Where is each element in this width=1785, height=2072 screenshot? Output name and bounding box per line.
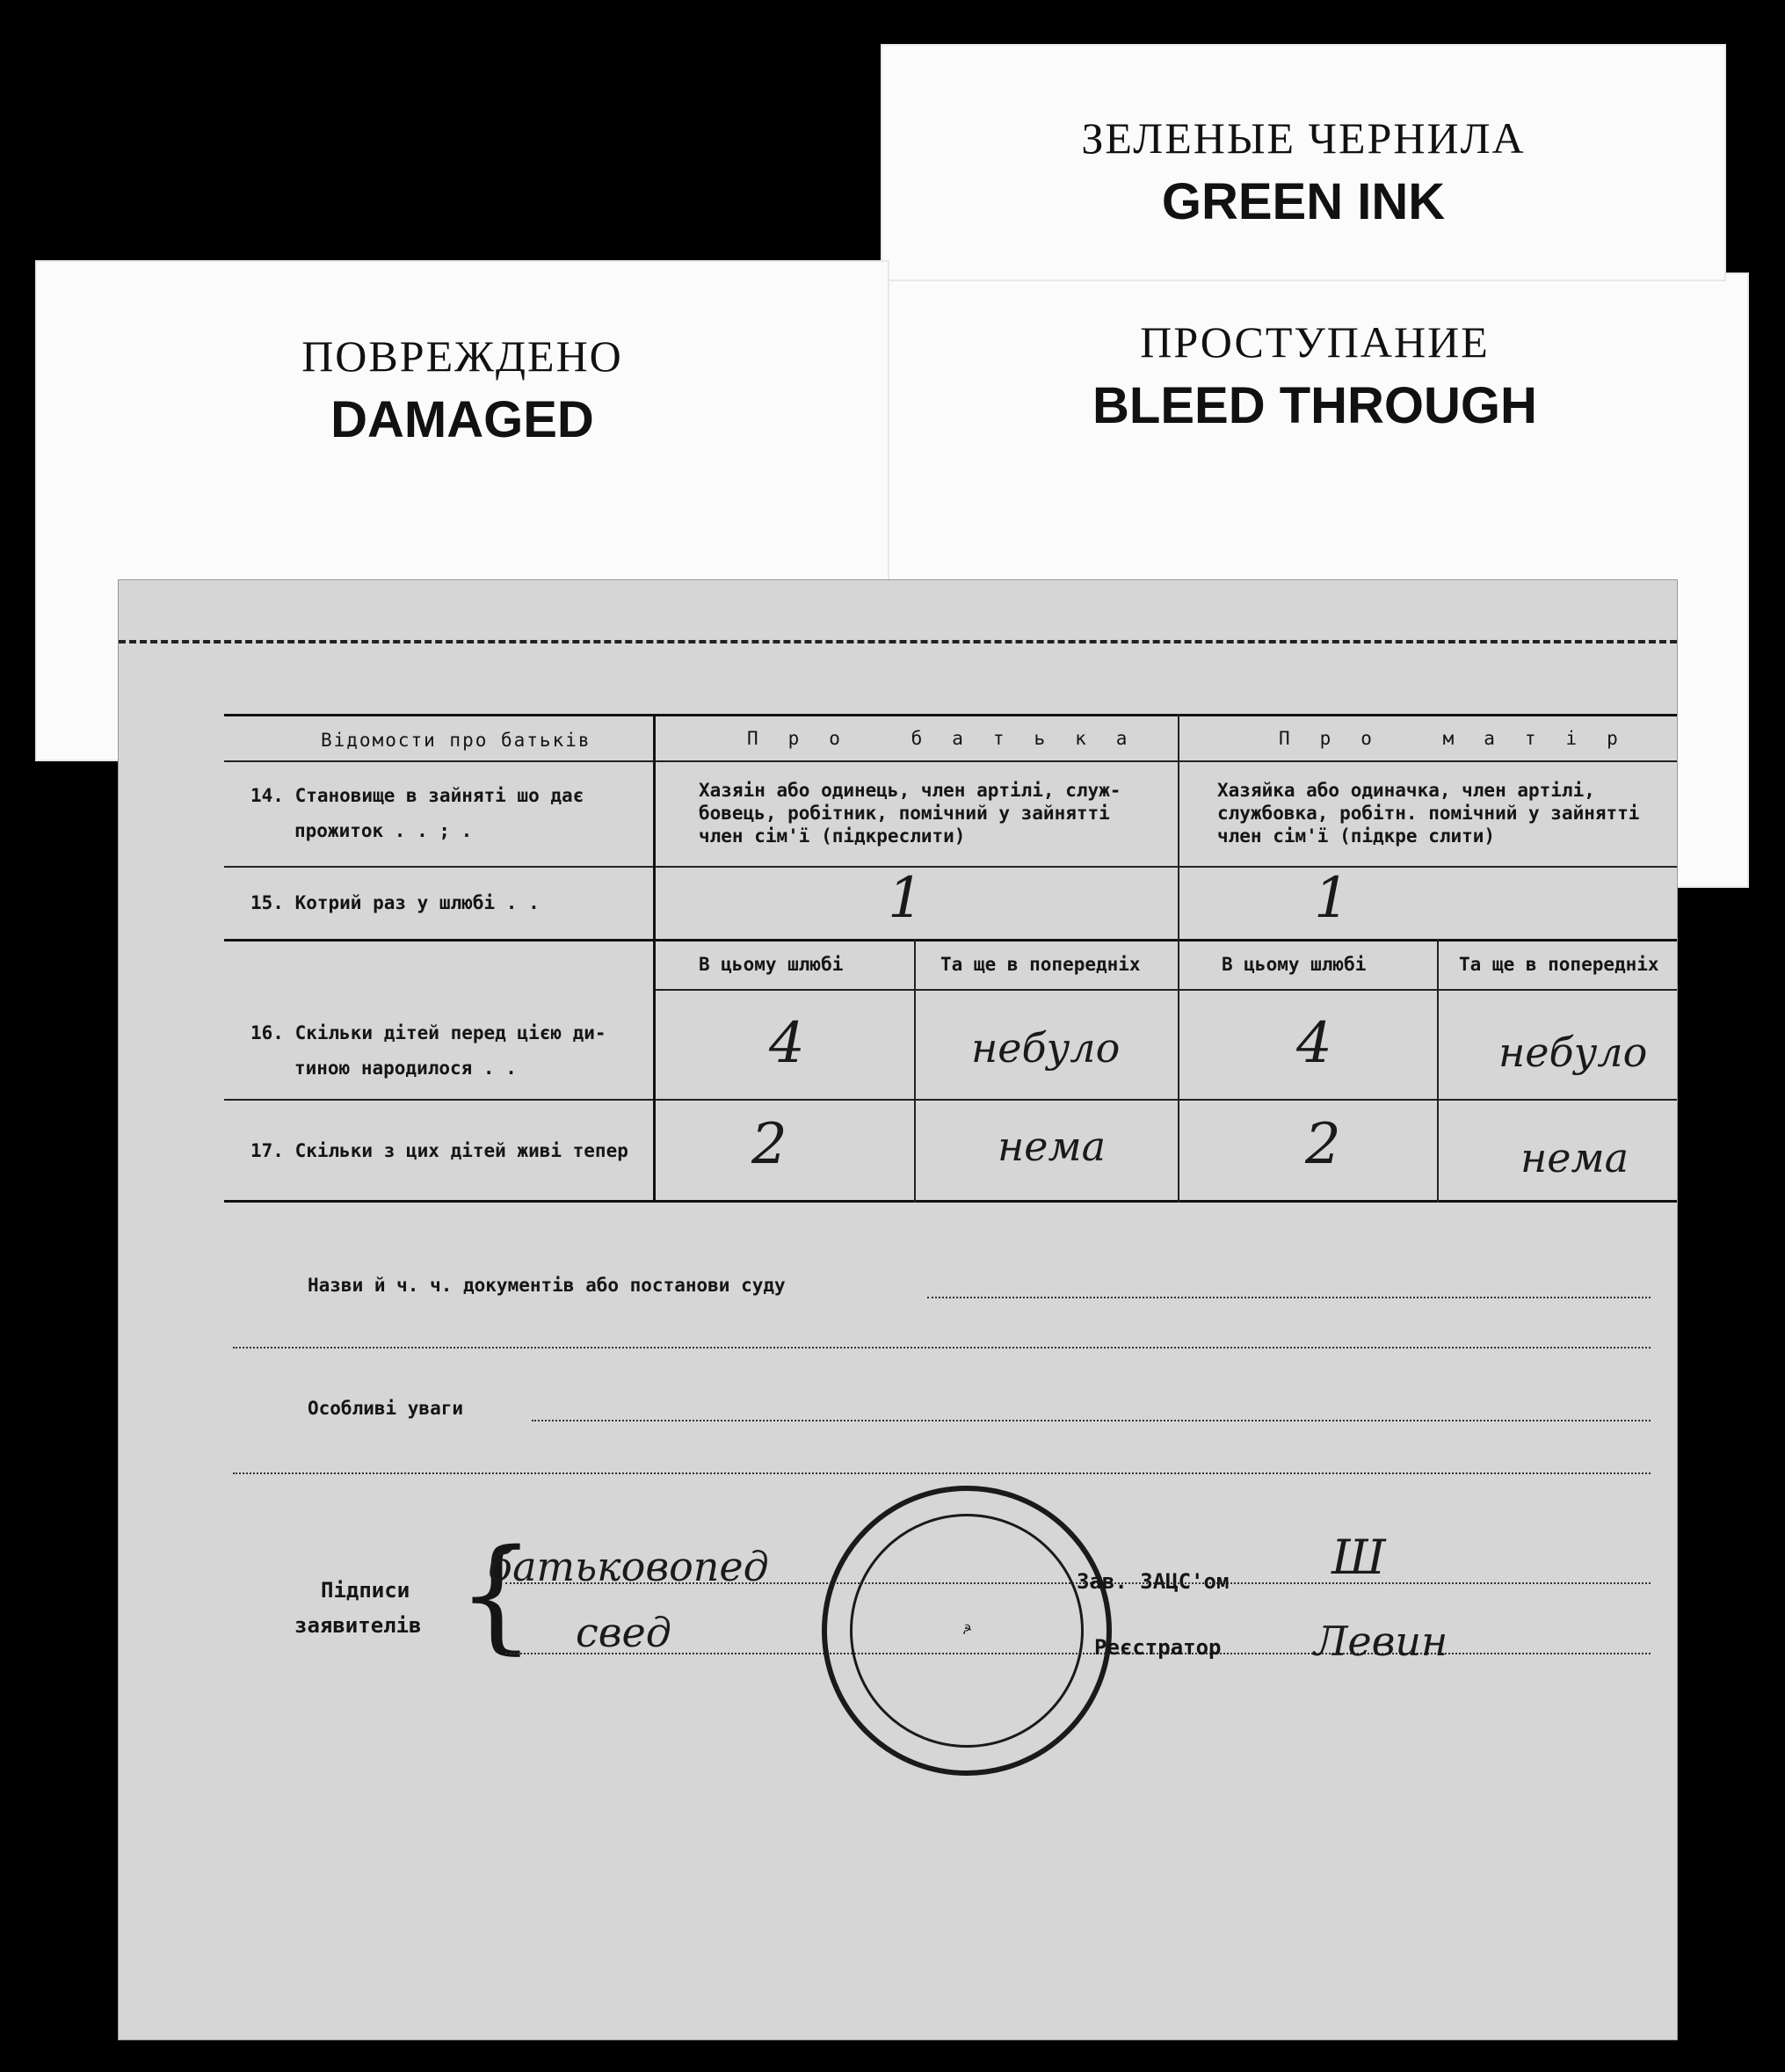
row14-mother-line3: член сім'ї (підкре слити)	[1217, 825, 1496, 847]
subheader-rule	[655, 989, 1677, 991]
row16-label-line1: 16. Скільки дітей перед цією ди-	[250, 1022, 606, 1043]
col-divider-mother-sub	[1437, 939, 1439, 1203]
remarks-fill-line	[532, 1420, 1651, 1421]
subheader-father-prev: Та ще в попередніх	[940, 954, 1141, 975]
row15-rule	[224, 939, 1677, 941]
signatures-label-line1: Підписи	[321, 1578, 410, 1603]
row14-mother-line1: Хазяйка або одиначка, член артілі,	[1217, 780, 1595, 801]
table-top-rule	[224, 714, 1677, 716]
row14-father-line2: бовець, робітник, помічний у зайнятті	[699, 803, 1110, 824]
row14-label-line1: 14. Становище в зайняті шо дає	[250, 785, 584, 806]
table-bottom-rule	[224, 1200, 1677, 1203]
green-ink-en: GREEN INK	[1161, 173, 1446, 230]
header-rule	[224, 760, 1677, 762]
row17-label: 17. Скільки з цих дітей живі тепер	[250, 1140, 628, 1161]
green-ink-label-card	[881, 44, 1726, 281]
perforation-line	[119, 640, 1677, 643]
row17-mother-this: 2	[1305, 1112, 1341, 1177]
row17-father-this: 2	[751, 1112, 787, 1177]
head-label: Зав. ЗАЦС'ом	[1077, 1569, 1230, 1594]
documents-fill-line	[927, 1297, 1651, 1298]
row14-father-line3: член сім'ї (підкреслити)	[699, 825, 966, 847]
registrar-signature: Левин	[1314, 1618, 1448, 1665]
row16-rule	[224, 1099, 1677, 1101]
row16-father-prev: небуло	[971, 1024, 1121, 1072]
subheader-father-this: В цьому шлюбі	[699, 954, 844, 975]
seal-emblem: ☭	[959, 1621, 975, 1639]
remarks-fill-line-2	[233, 1472, 1651, 1474]
remarks-label: Особливі уваги	[308, 1398, 464, 1419]
bleed-through-en: BLEED THROUGH	[1092, 377, 1537, 434]
subheader-mother-prev: Та ще в попередніх	[1459, 954, 1659, 975]
col-divider-info	[653, 714, 656, 1203]
official-seal	[822, 1486, 1112, 1776]
bleed-through-ru: ПРОСТУПАНИЕ	[1140, 317, 1490, 367]
registration-form	[119, 580, 1677, 2039]
applicant2-signature: свед	[576, 1609, 671, 1656]
row15-mother-value: 1	[1314, 866, 1350, 931]
col-divider-father-sub	[914, 939, 916, 1203]
signatures-brace: {	[457, 1523, 536, 1667]
head-signature: Ш	[1331, 1530, 1386, 1585]
subheader-mother-this: В цьому шлюбі	[1222, 954, 1367, 975]
documents-label: Назви й ч. ч. документів або постанови суду	[308, 1275, 786, 1296]
row17-mother-prev: нема	[1520, 1134, 1629, 1181]
row14-father-line1: Хазяін або одинець, член артілі, служ-	[699, 780, 1121, 801]
damaged-en: DAMAGED	[330, 391, 594, 448]
row14-mother-line2: службовка, робітн. помічний у зайнятті	[1217, 803, 1640, 824]
col-divider-parents	[1178, 714, 1179, 1203]
signatures-label-line2: заявителів	[294, 1613, 422, 1638]
row16-mother-this: 4	[1296, 1011, 1332, 1076]
green-ink-ru: ЗЕЛЕНЫЕ ЧЕРНИЛА	[1081, 113, 1526, 163]
row15-father-value: 1	[888, 866, 924, 931]
row14-rule	[224, 866, 1677, 868]
row16-label-line2: тиною народилося . .	[294, 1058, 517, 1079]
damaged-ru: ПОВРЕЖДЕНО	[301, 331, 623, 381]
header-info: Відомости про батьків	[321, 730, 591, 751]
row16-father-this: 4	[769, 1011, 805, 1076]
registrar-label: Реєстратор	[1094, 1635, 1222, 1660]
row15-label: 15. Котрий раз у шлюбі . .	[250, 892, 540, 913]
row17-father-prev: нема	[998, 1123, 1107, 1170]
applicant1-signature: батьковопед	[488, 1543, 769, 1590]
row16-mother-prev: небуло	[1498, 1029, 1648, 1076]
row14-label-line2: прожиток . . ; .	[294, 820, 473, 841]
documents-fill-line-2	[233, 1347, 1651, 1349]
header-father: Про батька	[747, 728, 1157, 749]
header-mother: Про матір	[1279, 728, 1648, 749]
